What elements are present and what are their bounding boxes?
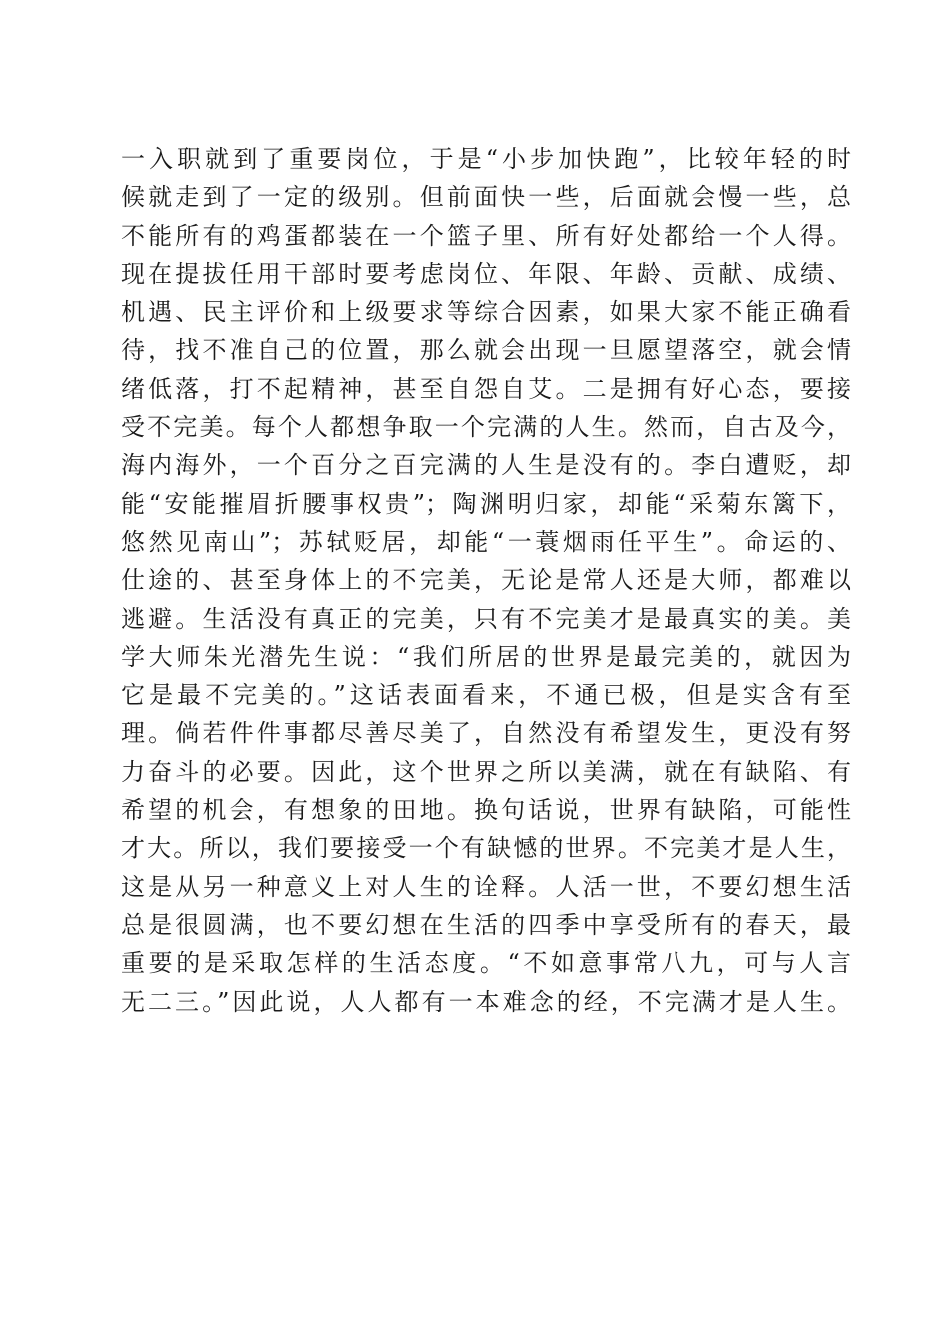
text-line: 仕途的、甚至身体上的不完美，无论是常人还是大师，都难以 — [121, 566, 851, 595]
text-line: 现在提拔任用干部时要考虑岗位、年限、年龄、贡献、成绩、 — [121, 259, 851, 288]
text-line: 总是很圆满，也不要幻想在生活的四季中享受所有的春天，最 — [121, 910, 851, 939]
text-line: 逃避。生活没有真正的完美，只有不完美才是最真实的美。美 — [121, 604, 851, 633]
body-paragraph — [121, 140, 851, 1021]
text-line: 它是最不完美的。”这话表面看来，不通已极，但是实含有至 — [121, 681, 851, 710]
text-line: 悠然见南山”；苏轼贬居，却能“一蓑烟雨任平生”。命运的、 — [121, 527, 851, 556]
text-line: 学大师朱光潜先生说：“我们所居的世界是最完美的，就因为 — [121, 642, 851, 671]
text-line: 不能所有的鸡蛋都装在一个篮子里、所有好处都给一个人得。 — [121, 221, 851, 250]
text-line: 一入职就到了重要岗位，于是“小步加快跑”，比较年轻的时 — [121, 145, 851, 173]
text-line: 这是从另一种意义上对人生的诠释。人活一世，不要幻想生活 — [121, 872, 851, 901]
text-line: 理。倘若件件事都尽善尽美了，自然没有希望发生，更没有努 — [121, 719, 851, 748]
text-line: 才大。所以，我们要接受一个有缺憾的世界。不完美才是人生， — [121, 834, 851, 863]
text-line: 待，找不准自己的位置，那么就会出现一旦愿望落空，就会情 — [121, 336, 851, 365]
text-line: 无二三。”因此说，人人都有一本难念的经，不完满才是人生。 — [121, 987, 851, 1016]
text-line: 希望的机会，有想象的田地。换句话说，世界有缺陷，可能性 — [121, 796, 851, 825]
text-line: 海内海外，一个百分之百完满的人生是没有的。李白遭贬，却 — [121, 451, 851, 480]
text-line: 受不完美。每个人都想争取一个完满的人生。然而，自古及今， — [121, 413, 851, 442]
text-line: 重要的是采取怎样的生活态度。“不如意事常八九，可与人言 — [121, 949, 851, 978]
text-line: 能“安能摧眉折腰事权贵”；陶渊明归家，却能“采菊东篱下， — [121, 489, 851, 518]
text-line: 力奋斗的必要。因此，这个世界之所以美满，就在有缺陷、有 — [121, 757, 851, 786]
text-line: 机遇、民主评价和上级要求等综合因素，如果大家不能正确看 — [121, 298, 851, 327]
text-line: 候就走到了一定的级别。但前面快一些，后面就会慢一些，总 — [121, 183, 851, 212]
text-line: 绪低落，打不起精神，甚至自怨自艾。二是拥有好心态，要接 — [121, 374, 851, 403]
